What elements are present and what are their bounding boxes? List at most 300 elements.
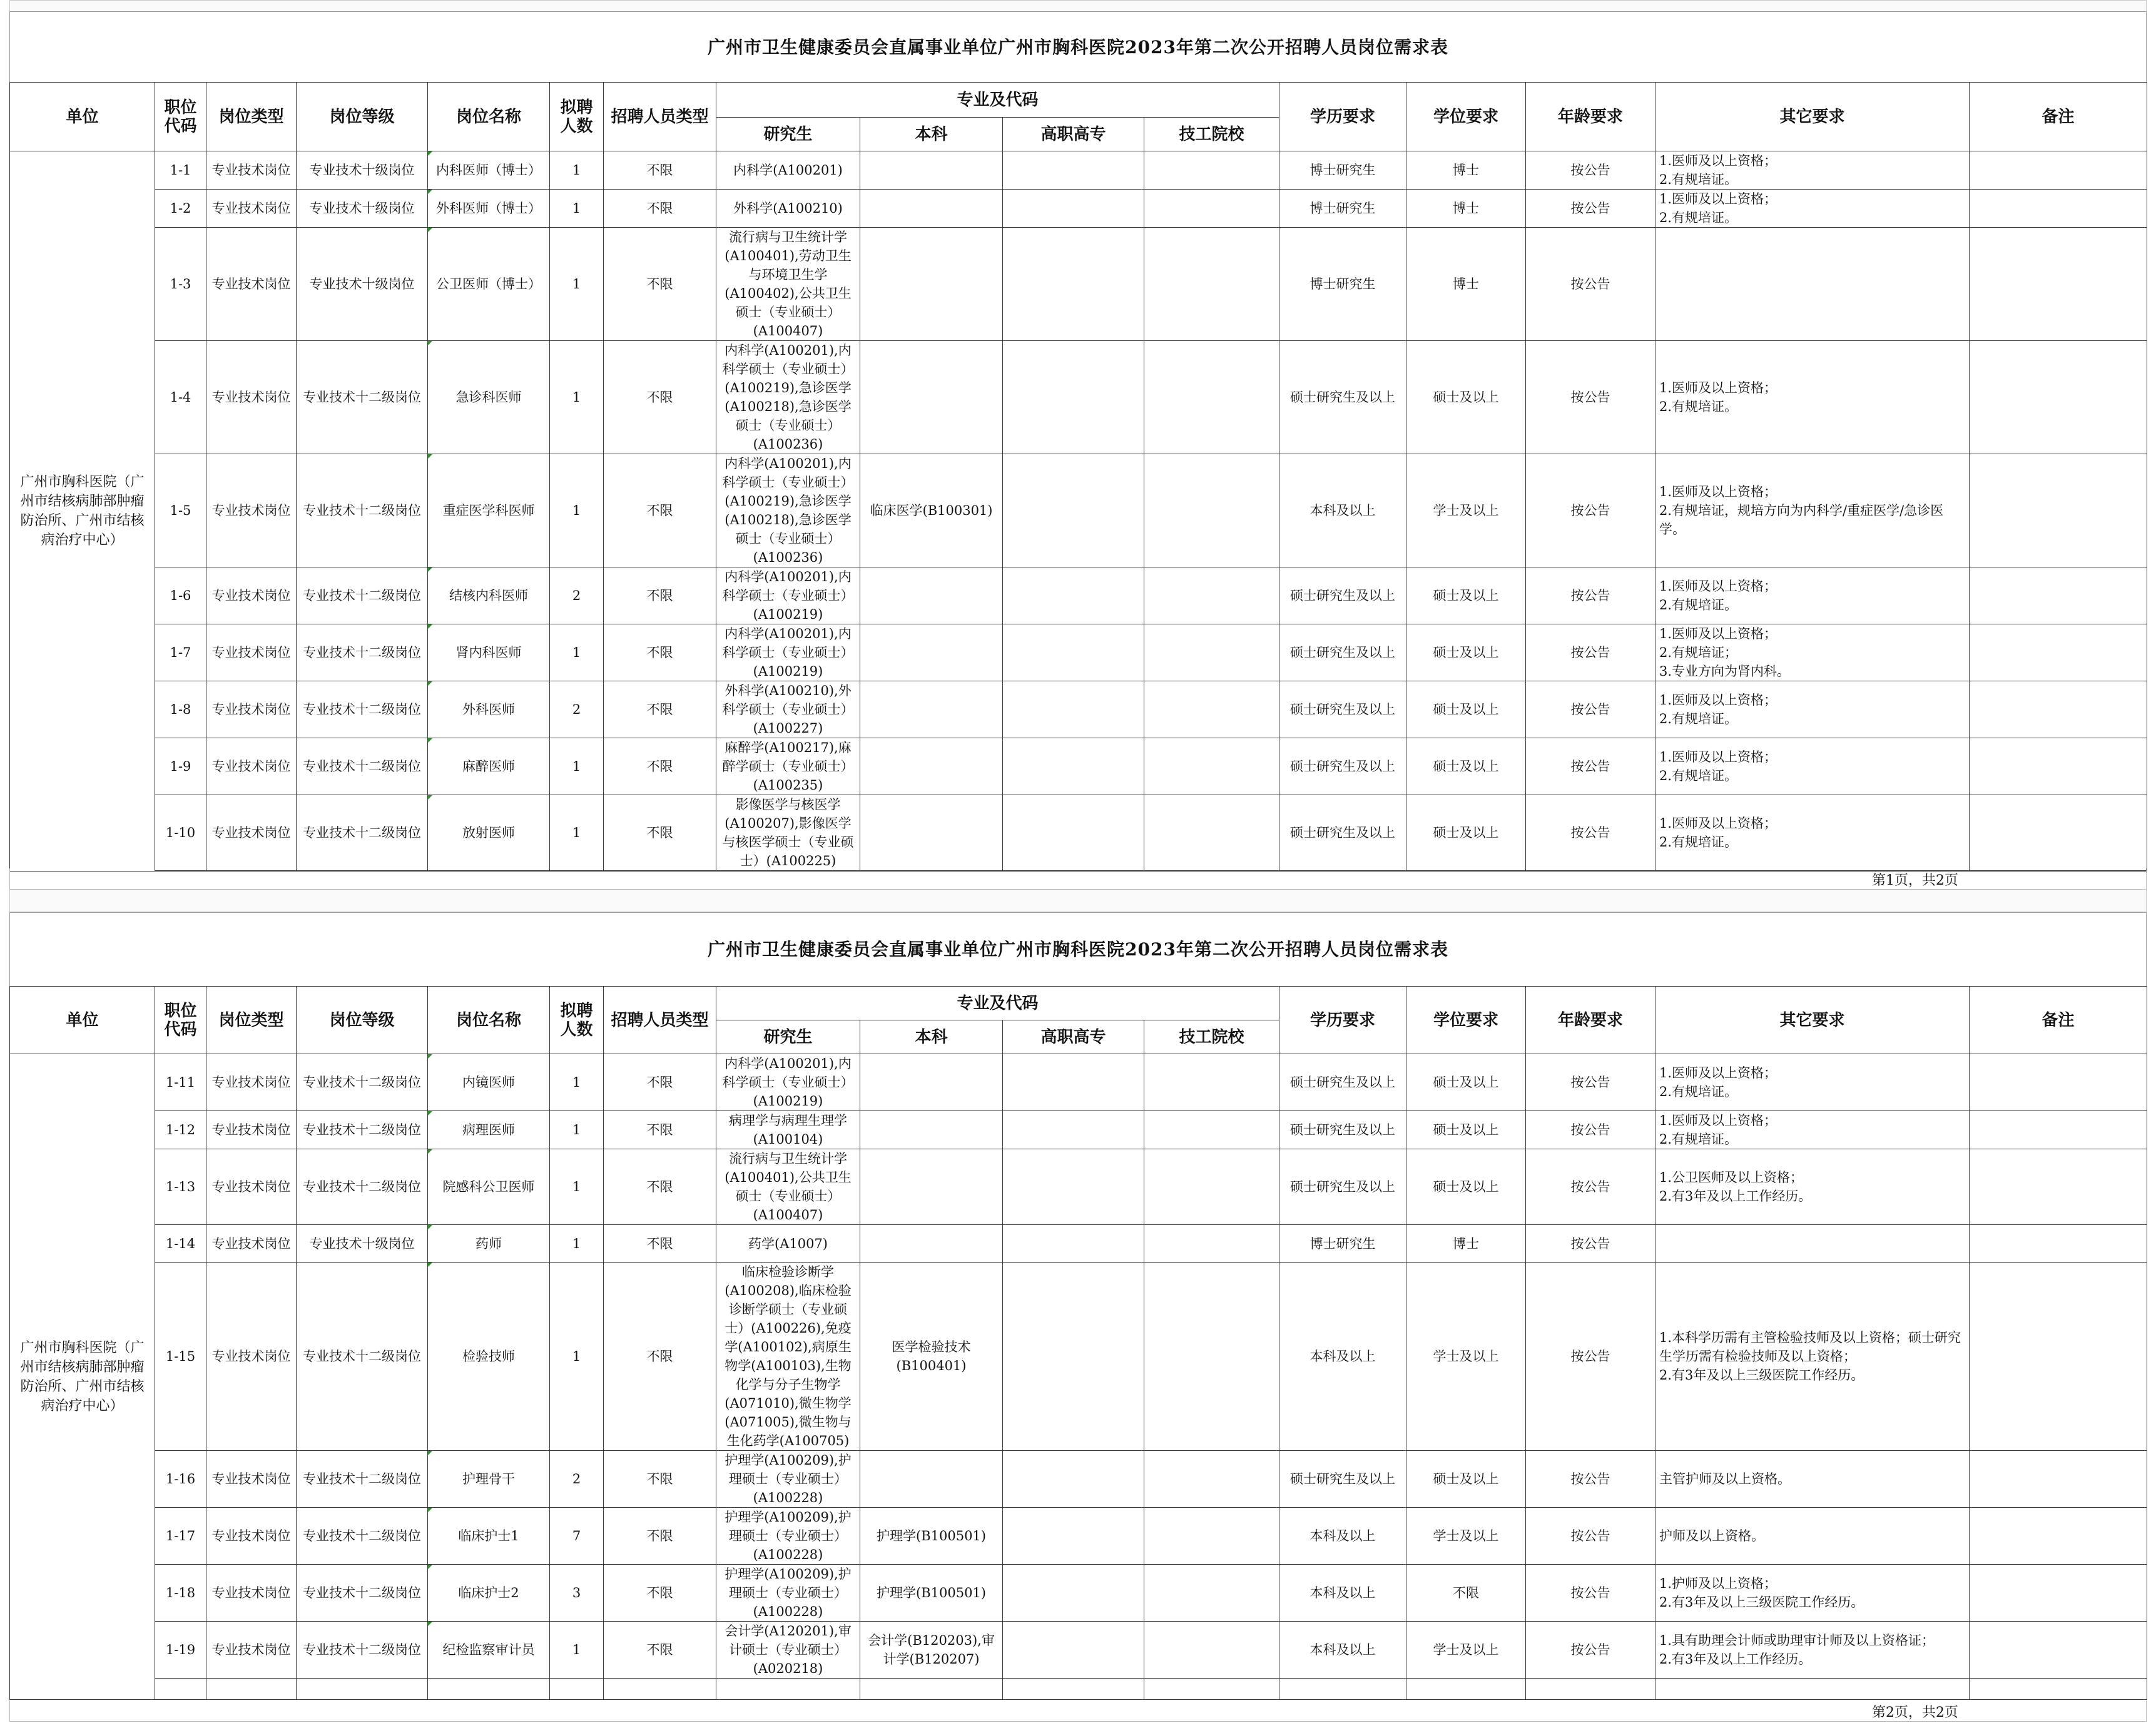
major-college [1003, 795, 1144, 871]
post-name: 临床护士1 [428, 1508, 550, 1565]
hire-count: 1 [550, 738, 604, 795]
major-graduate: 内科学(A100201),内科学硕士（专业硕士）(A100219) [716, 567, 860, 624]
major-bachelor: 临床医学(B100301) [860, 454, 1003, 567]
page-footer [9, 868, 2147, 890]
major-graduate: 临床检验诊断学(A100208),临床检验诊断学硕士（专业硕士）(A100226),免疫学(A100102),病原生物学(A100103),生物化学与分子生物学(A071010),微生物学(A071005),微生物与生化药学(A100705) [716, 1263, 860, 1451]
remark [1970, 1622, 2147, 1679]
table-row [10, 1622, 2147, 1679]
post-type: 专业技术岗位 [206, 190, 297, 228]
header-major-group: 专业及代码 [716, 987, 1279, 1020]
position-code: 1-12 [155, 1111, 206, 1149]
header-staff-type: 招聘人员类型 [604, 83, 716, 151]
major-college [1003, 1149, 1144, 1225]
table-row [10, 1263, 2147, 1451]
position-code: 1-10 [155, 795, 206, 871]
major-technical [1144, 190, 1279, 228]
post-name: 病理医师 [428, 1111, 550, 1149]
major-bachelor [860, 341, 1003, 454]
post-level: 专业技术十二级岗位 [297, 1622, 428, 1679]
degree-req: 博士 [1406, 151, 1526, 190]
education-req: 本科及以上 [1279, 1565, 1406, 1622]
header-bachelor: 本科 [860, 118, 1003, 151]
empty-cell [1655, 1679, 1970, 1700]
empty-cell [1144, 1679, 1279, 1700]
post-name: 放射医师 [428, 795, 550, 871]
education-req: 硕士研究生及以上 [1279, 795, 1406, 871]
post-level: 专业技术十二级岗位 [297, 341, 428, 454]
remark [1970, 795, 2147, 871]
education-req: 本科及以上 [1279, 454, 1406, 567]
post-type: 专业技术岗位 [206, 151, 297, 190]
major-technical [1144, 454, 1279, 567]
major-technical [1144, 1451, 1279, 1508]
remark [1970, 1451, 2147, 1508]
hire-count: 1 [550, 151, 604, 190]
header-code: 职位代码 [155, 83, 206, 151]
major-bachelor [860, 681, 1003, 738]
post-type: 专业技术岗位 [206, 341, 297, 454]
remark [1970, 1149, 2147, 1225]
empty-cell [860, 1679, 1003, 1700]
degree-req: 学士及以上 [1406, 1622, 1526, 1679]
post-type: 专业技术岗位 [206, 1149, 297, 1225]
table-row [10, 1149, 2147, 1225]
major-technical [1144, 681, 1279, 738]
position-code: 1-9 [155, 738, 206, 795]
post-type: 专业技术岗位 [206, 1622, 297, 1679]
post-type: 专业技术岗位 [206, 1263, 297, 1451]
major-technical [1144, 341, 1279, 454]
position-code: 1-11 [155, 1054, 206, 1111]
other-req [1655, 228, 1970, 341]
post-type: 专业技术岗位 [206, 1225, 297, 1263]
hire-count: 2 [550, 681, 604, 738]
empty-cell [297, 1679, 428, 1700]
hire-count: 1 [550, 1263, 604, 1451]
remark [1970, 1565, 2147, 1622]
other-req: 1.医师及以上资格； 2.有规培证。 [1655, 151, 1970, 190]
education-req: 硕士研究生及以上 [1279, 1054, 1406, 1111]
age-req: 按公告 [1526, 1263, 1655, 1451]
header-age: 年龄要求 [1526, 987, 1655, 1054]
education-req: 硕士研究生及以上 [1279, 1149, 1406, 1225]
header-other: 其它要求 [1655, 987, 1970, 1054]
major-college [1003, 624, 1144, 681]
header-age: 年龄要求 [1526, 83, 1655, 151]
staff-type: 不限 [604, 795, 716, 871]
post-level: 专业技术十二级岗位 [297, 567, 428, 624]
header-count: 拟聘人数 [550, 83, 604, 151]
header-grad: 研究生 [716, 1020, 860, 1054]
major-college [1003, 1451, 1144, 1508]
staff-type: 不限 [604, 567, 716, 624]
age-req: 按公告 [1526, 567, 1655, 624]
degree-req: 硕士及以上 [1406, 624, 1526, 681]
hire-count: 7 [550, 1508, 604, 1565]
hire-count: 2 [550, 567, 604, 624]
remark [1970, 1263, 2147, 1451]
header-degree: 学位要求 [1406, 987, 1526, 1054]
major-bachelor [860, 795, 1003, 871]
header-post-name: 岗位名称 [428, 987, 550, 1054]
post-type: 专业技术岗位 [206, 1111, 297, 1149]
post-type: 专业技术岗位 [206, 624, 297, 681]
hire-count: 1 [550, 795, 604, 871]
post-name: 检验技师 [428, 1263, 550, 1451]
major-graduate: 麻醉学(A100217),麻醉学硕士（专业硕士）(A100235) [716, 738, 860, 795]
table-row [10, 1565, 2147, 1622]
other-req: 1.医师及以上资格； 2.有规培证，规培方向为内科学/重症医学/急诊医学。 [1655, 454, 1970, 567]
page-number: 第1页，共2页 [1872, 873, 1958, 888]
major-technical [1144, 1508, 1279, 1565]
post-level: 专业技术十二级岗位 [297, 795, 428, 871]
remark [1970, 341, 2147, 454]
other-req: 1.医师及以上资格； 2.有规培证。 [1655, 341, 1970, 454]
post-type: 专业技术岗位 [206, 1565, 297, 1622]
post-name: 护理骨干 [428, 1451, 550, 1508]
recruitment-table-page1 [9, 82, 2147, 872]
major-college [1003, 228, 1144, 341]
education-req: 博士研究生 [1279, 190, 1406, 228]
position-code: 1-15 [155, 1263, 206, 1451]
major-graduate: 护理学(A100209),护理硕士（专业硕士）(A100228) [716, 1508, 860, 1565]
hire-count: 1 [550, 341, 604, 454]
major-college [1003, 567, 1144, 624]
remark [1970, 624, 2147, 681]
hire-count: 1 [550, 1225, 604, 1263]
other-req: 1.具有助理会计师或助理审计师及以上资格证； 2.有3年及以上工作经历。 [1655, 1622, 1970, 1679]
post-type: 专业技术岗位 [206, 228, 297, 341]
header-post-name: 岗位名称 [428, 83, 550, 151]
education-req: 本科及以上 [1279, 1622, 1406, 1679]
position-code: 1-8 [155, 681, 206, 738]
education-req: 硕士研究生及以上 [1279, 681, 1406, 738]
empty-cell [1526, 1679, 1655, 1700]
remark [1970, 228, 2147, 341]
major-technical [1144, 1054, 1279, 1111]
remark [1970, 1225, 2147, 1263]
header-post-level: 岗位等级 [297, 83, 428, 151]
post-type: 专业技术岗位 [206, 795, 297, 871]
degree-req: 硕士及以上 [1406, 738, 1526, 795]
major-bachelor [860, 190, 1003, 228]
table-row [10, 190, 2147, 228]
remark [1970, 738, 2147, 795]
age-req: 按公告 [1526, 1111, 1655, 1149]
table-row [10, 1111, 2147, 1149]
remark [1970, 190, 2147, 228]
header-count: 拟聘人数 [550, 987, 604, 1054]
degree-req: 硕士及以上 [1406, 795, 1526, 871]
header-unit: 单位 [10, 987, 155, 1054]
header-college: 高职高专 [1003, 1020, 1144, 1054]
unit-name: 广州市胸科医院（广州市结核病肺部肿瘤防治所、广州市结核病治疗中心） [10, 1054, 155, 1700]
position-code: 1-5 [155, 454, 206, 567]
major-technical [1144, 1263, 1279, 1451]
post-level: 专业技术十二级岗位 [297, 1263, 428, 1451]
staff-type: 不限 [604, 1111, 716, 1149]
table-row [10, 567, 2147, 624]
major-college [1003, 1111, 1144, 1149]
empty-cell [1279, 1679, 1406, 1700]
post-name: 药师 [428, 1225, 550, 1263]
table-row [10, 738, 2147, 795]
education-req: 硕士研究生及以上 [1279, 567, 1406, 624]
hire-count: 3 [550, 1565, 604, 1622]
sheet-top-strip [9, 0, 2147, 11]
remark [1970, 1054, 2147, 1111]
post-type: 专业技术岗位 [206, 454, 297, 567]
major-bachelor: 护理学(B100501) [860, 1565, 1003, 1622]
other-req: 1.护师及以上资格； 2.有3年及以上三级医院工作经历。 [1655, 1565, 1970, 1622]
age-req: 按公告 [1526, 1565, 1655, 1622]
position-code: 1-2 [155, 190, 206, 228]
other-req: 1.医师及以上资格； 2.有规培证。 [1655, 567, 1970, 624]
education-req: 硕士研究生及以上 [1279, 624, 1406, 681]
position-code: 1-17 [155, 1508, 206, 1565]
age-req: 按公告 [1526, 1149, 1655, 1225]
degree-req: 博士 [1406, 1225, 1526, 1263]
major-technical [1144, 1622, 1279, 1679]
education-req: 硕士研究生及以上 [1279, 738, 1406, 795]
other-req: 1.医师及以上资格； 2.有规培证。 [1655, 738, 1970, 795]
degree-req: 硕士及以上 [1406, 1451, 1526, 1508]
major-graduate: 内科学(A100201),内科学硕士（专业硕士）(A100219),急诊医学(A100218),急诊医学硕士（专业硕士）(A100236) [716, 454, 860, 567]
table-row [10, 1451, 2147, 1508]
age-req: 按公告 [1526, 624, 1655, 681]
post-name: 纪检监察审计员 [428, 1622, 550, 1679]
header-education: 学历要求 [1279, 83, 1406, 151]
hire-count: 1 [550, 1111, 604, 1149]
position-code: 1-16 [155, 1451, 206, 1508]
major-bachelor [860, 1111, 1003, 1149]
remark [1970, 567, 2147, 624]
degree-req: 学士及以上 [1406, 1508, 1526, 1565]
table-row [10, 341, 2147, 454]
degree-req: 硕士及以上 [1406, 567, 1526, 624]
major-college [1003, 454, 1144, 567]
post-level: 专业技术十二级岗位 [297, 738, 428, 795]
hire-count: 1 [550, 1622, 604, 1679]
staff-type: 不限 [604, 341, 716, 454]
empty-cell [604, 1679, 716, 1700]
major-college [1003, 151, 1144, 190]
major-bachelor: 医学检验技术(B100401) [860, 1263, 1003, 1451]
major-technical [1144, 738, 1279, 795]
other-req: 护师及以上资格。 [1655, 1508, 1970, 1565]
hire-count: 1 [550, 1054, 604, 1111]
major-graduate: 病理学与病理生理学(A100104) [716, 1111, 860, 1149]
education-req: 硕士研究生及以上 [1279, 1451, 1406, 1508]
age-req: 按公告 [1526, 1508, 1655, 1565]
table-row [10, 151, 2147, 190]
education-req: 硕士研究生及以上 [1279, 1111, 1406, 1149]
position-code: 1-4 [155, 341, 206, 454]
page-number: 第2页，共2页 [1872, 1705, 1958, 1720]
post-name: 内科医师（博士） [428, 151, 550, 190]
post-level: 专业技术十二级岗位 [297, 1149, 428, 1225]
post-name: 肾内科医师 [428, 624, 550, 681]
header-education: 学历要求 [1279, 987, 1406, 1054]
post-type: 专业技术岗位 [206, 681, 297, 738]
major-technical [1144, 228, 1279, 341]
post-level: 专业技术十二级岗位 [297, 454, 428, 567]
major-college [1003, 1622, 1144, 1679]
other-req: 1.医师及以上资格； 2.有规培证。 [1655, 681, 1970, 738]
staff-type: 不限 [604, 1149, 716, 1225]
empty-cell [206, 1679, 297, 1700]
staff-type: 不限 [604, 454, 716, 567]
post-level: 专业技术十二级岗位 [297, 1054, 428, 1111]
post-level: 专业技术十二级岗位 [297, 1565, 428, 1622]
age-req: 按公告 [1526, 190, 1655, 228]
age-req: 按公告 [1526, 738, 1655, 795]
degree-req: 硕士及以上 [1406, 1149, 1526, 1225]
recruitment-table-page2 [9, 986, 2147, 1700]
staff-type: 不限 [604, 1225, 716, 1263]
age-req: 按公告 [1526, 1225, 1655, 1263]
staff-type: 不限 [604, 624, 716, 681]
header-bachelor: 本科 [860, 1020, 1003, 1054]
empty-cell [1970, 1679, 2147, 1700]
empty-cell [550, 1679, 604, 1700]
major-technical [1144, 1565, 1279, 1622]
position-code: 1-7 [155, 624, 206, 681]
major-technical [1144, 151, 1279, 190]
post-level: 专业技术十二级岗位 [297, 1111, 428, 1149]
major-bachelor [860, 738, 1003, 795]
major-bachelor: 会计学(B120203),审计学(B120207) [860, 1622, 1003, 1679]
header-grad: 研究生 [716, 118, 860, 151]
major-college [1003, 1263, 1144, 1451]
major-college [1003, 1565, 1144, 1622]
education-req: 本科及以上 [1279, 1263, 1406, 1451]
position-code: 1-18 [155, 1565, 206, 1622]
header-major-group: 专业及代码 [716, 83, 1279, 118]
major-graduate: 内科学(A100201),内科学硕士（专业硕士）(A100219),急诊医学(A100218),急诊医学硕士（专业硕士）(A100236) [716, 341, 860, 454]
position-code: 1-13 [155, 1149, 206, 1225]
remark [1970, 151, 2147, 190]
header-other: 其它要求 [1655, 83, 1970, 151]
post-name: 麻醉医师 [428, 738, 550, 795]
header-post-level: 岗位等级 [297, 987, 428, 1054]
header-degree: 学位要求 [1406, 83, 1526, 151]
page-title: 广州市卫生健康委员会直属事业单位广州市胸科医院2023年第二次公开招聘人员岗位需求表 [9, 11, 2147, 83]
post-level: 专业技术十二级岗位 [297, 681, 428, 738]
major-bachelor [860, 228, 1003, 341]
post-level: 专业技术十级岗位 [297, 151, 428, 190]
major-technical [1144, 1149, 1279, 1225]
major-college [1003, 1225, 1144, 1263]
table-row [10, 681, 2147, 738]
position-code: 1-1 [155, 151, 206, 190]
major-bachelor [860, 1451, 1003, 1508]
post-level: 专业技术十级岗位 [297, 228, 428, 341]
remark [1970, 1111, 2147, 1149]
major-college [1003, 341, 1144, 454]
age-req: 按公告 [1526, 151, 1655, 190]
other-req [1655, 1225, 1970, 1263]
major-technical [1144, 624, 1279, 681]
unit-name: 广州市胸科医院（广州市结核病肺部肿瘤防治所、广州市结核病治疗中心） [10, 151, 155, 872]
empty-cell [1003, 1679, 1144, 1700]
post-type: 专业技术岗位 [206, 1508, 297, 1565]
age-req: 按公告 [1526, 1451, 1655, 1508]
major-technical [1144, 795, 1279, 871]
staff-type: 不限 [604, 1263, 716, 1451]
other-req: 1.医师及以上资格； 2.有规培证。 [1655, 795, 1970, 871]
staff-type: 不限 [604, 1508, 716, 1565]
major-graduate: 药学(A1007) [716, 1225, 860, 1263]
major-graduate: 内科学(A100201),内科学硕士（专业硕士）(A100219) [716, 1054, 860, 1111]
education-req: 博士研究生 [1279, 228, 1406, 341]
header-post-type: 岗位类型 [206, 987, 297, 1054]
empty-cell [716, 1679, 860, 1700]
empty-cell [1406, 1679, 1526, 1700]
table-row [10, 228, 2147, 341]
education-req: 博士研究生 [1279, 151, 1406, 190]
table-row [10, 795, 2147, 871]
degree-req: 不限 [1406, 1565, 1526, 1622]
remark [1970, 681, 2147, 738]
age-req: 按公告 [1526, 341, 1655, 454]
major-graduate: 流行病与卫生统计学(A100401),公共卫生硕士（专业硕士）(A100407) [716, 1149, 860, 1225]
post-name: 外科医师（博士） [428, 190, 550, 228]
position-code: 1-6 [155, 567, 206, 624]
major-graduate: 会计学(A120201),审计硕士（专业硕士）(A020218) [716, 1622, 860, 1679]
staff-type: 不限 [604, 1451, 716, 1508]
major-college [1003, 190, 1144, 228]
post-level: 专业技术十二级岗位 [297, 624, 428, 681]
page-separator [9, 890, 2147, 912]
post-name: 急诊科医师 [428, 341, 550, 454]
degree-req: 硕士及以上 [1406, 1054, 1526, 1111]
major-technical [1144, 567, 1279, 624]
header-technical: 技工院校 [1144, 1020, 1279, 1054]
major-college [1003, 681, 1144, 738]
header-remark: 备注 [1970, 83, 2147, 151]
post-name: 临床护士2 [428, 1565, 550, 1622]
post-name: 院感科公卫医师 [428, 1149, 550, 1225]
hire-count: 1 [550, 454, 604, 567]
staff-type: 不限 [604, 1565, 716, 1622]
header-post-type: 岗位类型 [206, 83, 297, 151]
major-graduate: 影像医学与核医学(A100207),影像医学与核医学硕士（专业硕士）(A100225) [716, 795, 860, 871]
post-name: 结核内科医师 [428, 567, 550, 624]
post-level: 专业技术十二级岗位 [297, 1451, 428, 1508]
table-row [10, 1054, 2147, 1111]
major-graduate: 流行病与卫生统计学(A100401),劳动卫生与环境卫生学(A100402),公共卫生硕士（专业硕士）(A100407) [716, 228, 860, 341]
major-graduate: 内科学(A100201) [716, 151, 860, 190]
table-row [10, 624, 2147, 681]
major-college [1003, 1508, 1144, 1565]
staff-type: 不限 [604, 1054, 716, 1111]
degree-req: 博士 [1406, 228, 1526, 341]
major-technical [1144, 1225, 1279, 1263]
post-name: 外科医师 [428, 681, 550, 738]
header-code: 职位代码 [155, 987, 206, 1054]
position-code: 1-14 [155, 1225, 206, 1263]
major-bachelor [860, 624, 1003, 681]
header-unit: 单位 [10, 83, 155, 151]
post-type: 专业技术岗位 [206, 1451, 297, 1508]
post-name: 公卫医师（博士） [428, 228, 550, 341]
empty-cell [155, 1679, 206, 1700]
major-graduate: 护理学(A100209),护理硕士（专业硕士）(A100228) [716, 1451, 860, 1508]
education-req: 硕士研究生及以上 [1279, 341, 1406, 454]
header-technical: 技工院校 [1144, 118, 1279, 151]
staff-type: 不限 [604, 190, 716, 228]
